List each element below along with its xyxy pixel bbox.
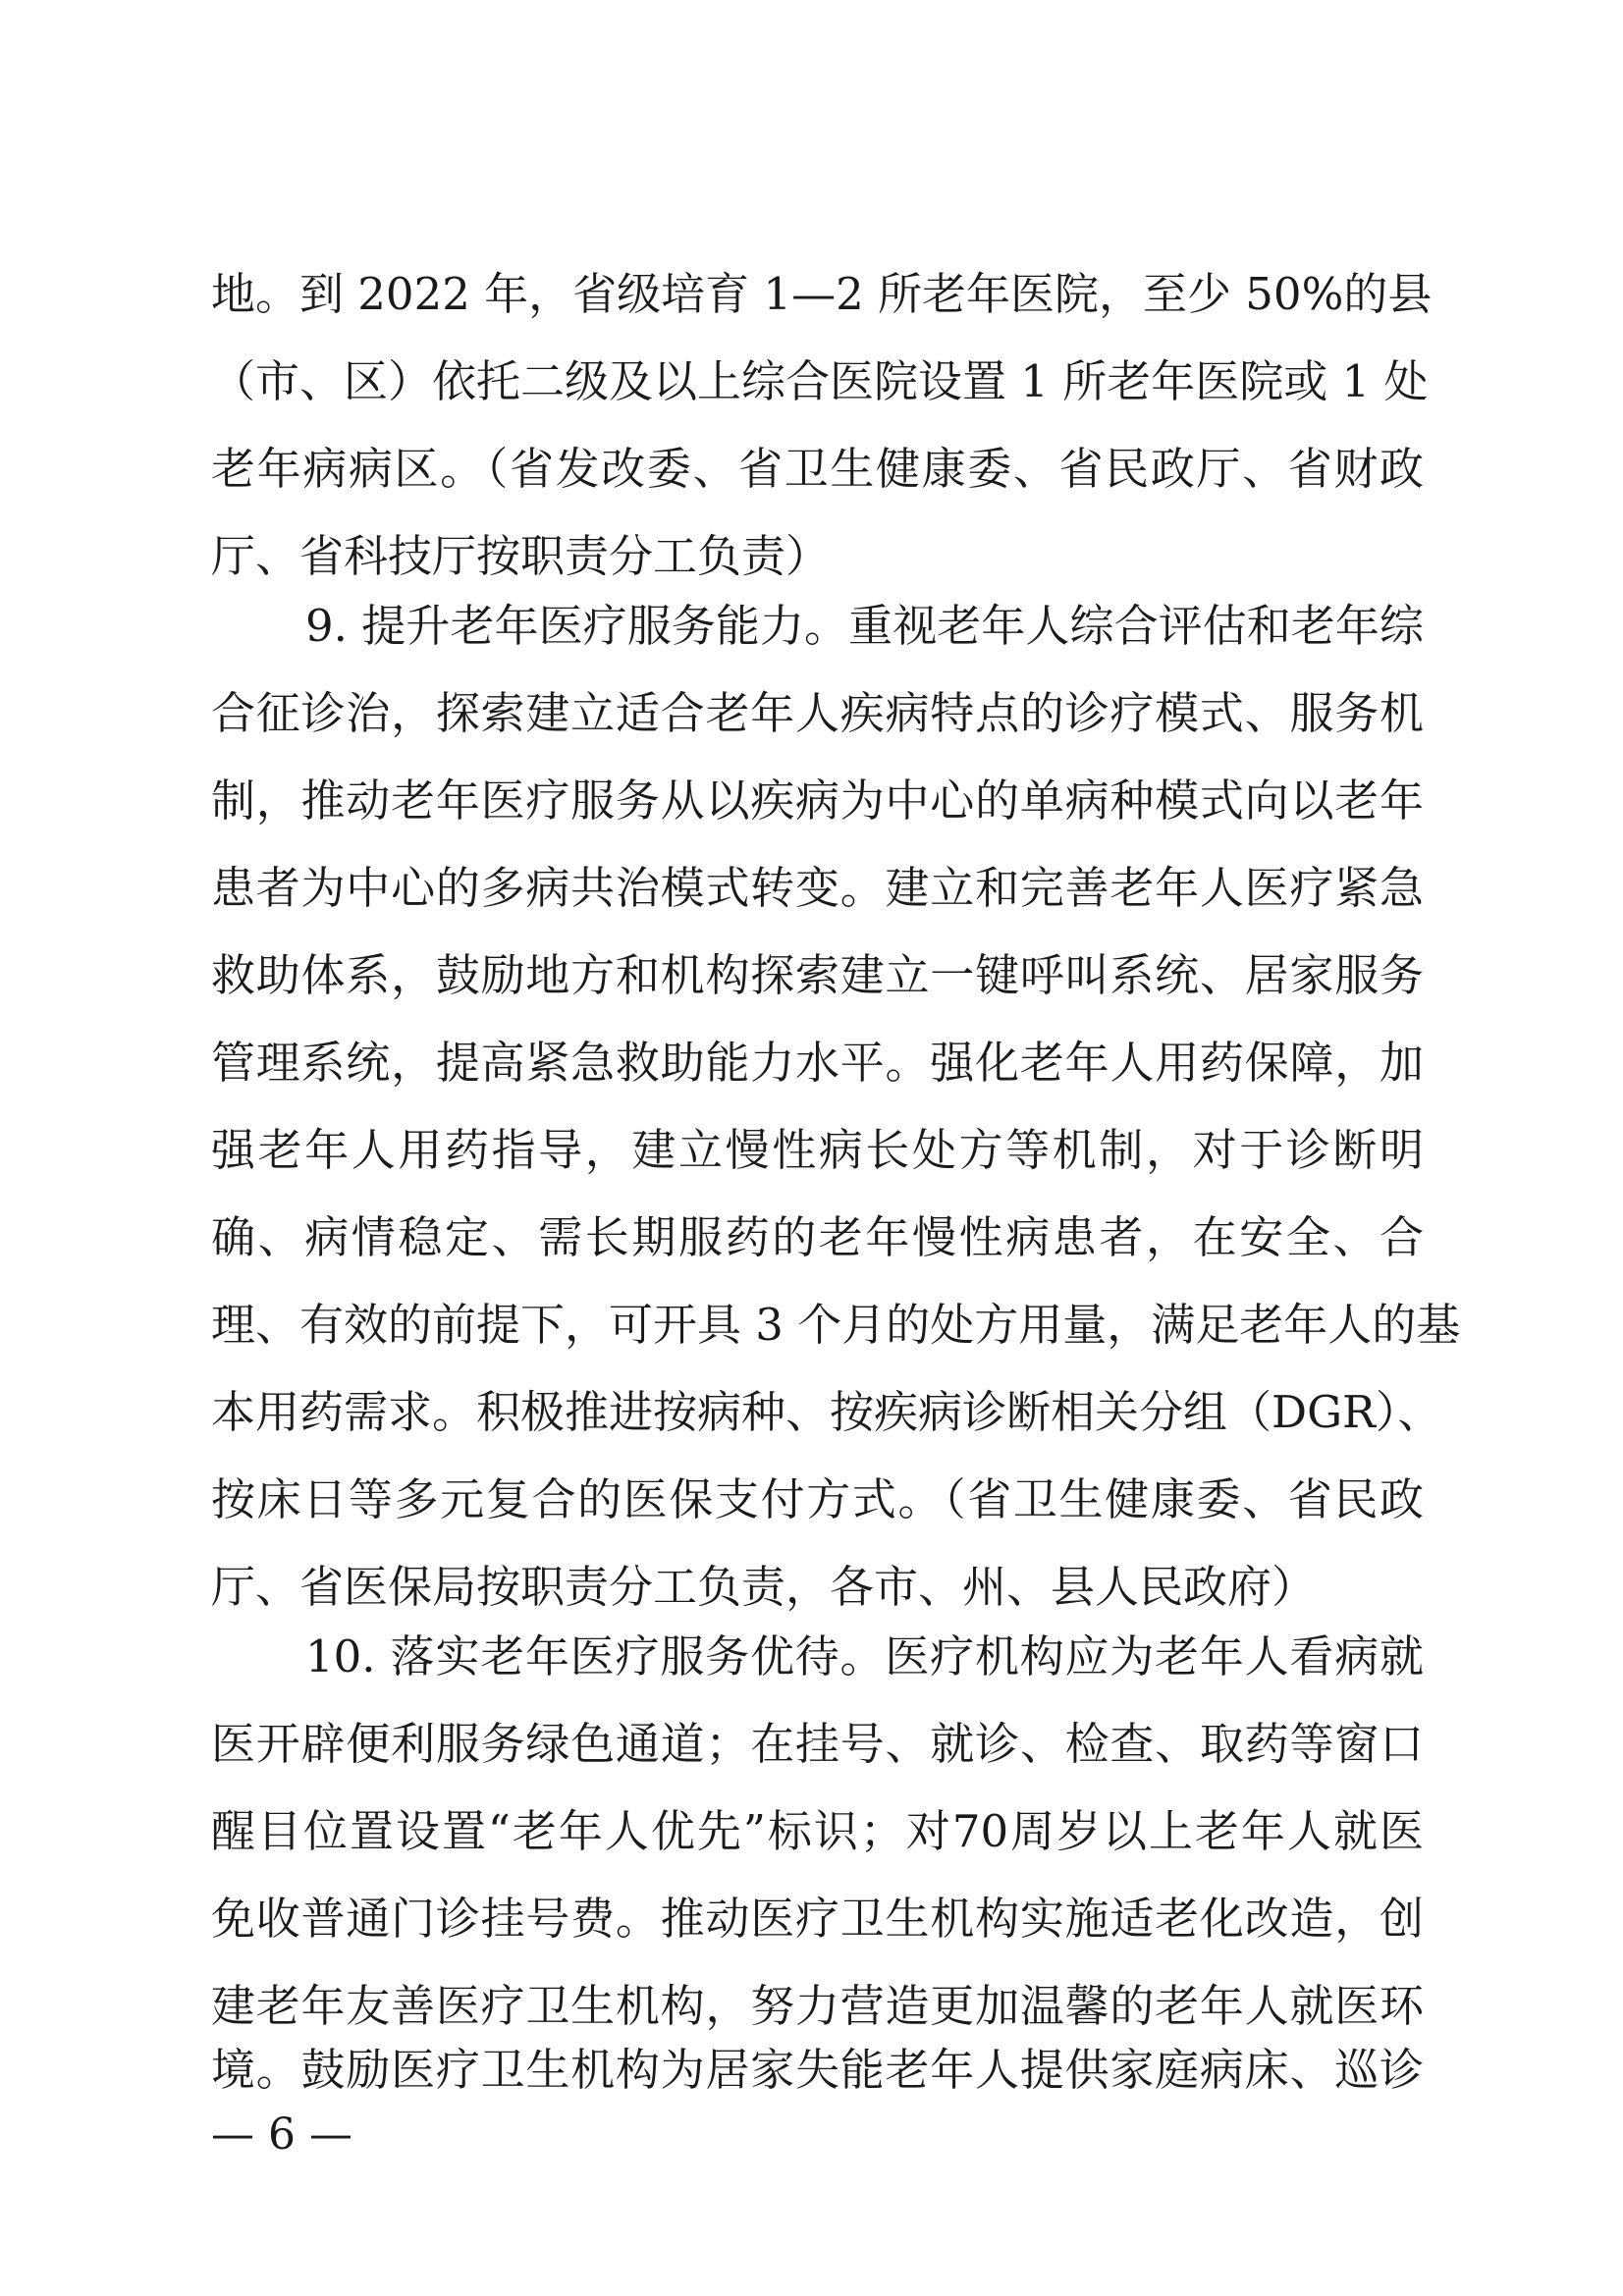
text-line-10: 管理系统，提高紧急救助能力水平。强化老年人用药保障，加: [211, 1037, 1424, 1089]
text-line-15: 按床日等多元复合的医保支付方式。（省卫生健康委、省民政: [211, 1473, 1424, 1525]
text-line-6: 合征诊治，探索建立适合老年人疾病特点的诊疗模式、服务机: [211, 687, 1424, 739]
text-line-3: 老年病病区。（省发改委、省卫生健康委、省民政厅、省财政: [211, 443, 1424, 495]
page-number: — 6 —: [211, 2109, 352, 2160]
text-line-20: 免收普通门诊挂号费。推动医疗卫生机构实施适老化改造，创: [211, 1893, 1424, 1945]
text-line-12: 确、病情稳定、需长期服药的老年慢性病患者，在安全、合: [211, 1211, 1424, 1263]
text-line-17: 10. 落实老年医疗服务优待。医疗机构应为老年人看病就: [305, 1630, 1424, 1682]
text-line-19: 醒目位置设置“老年人优先”标识；对70周岁以上老年人就医: [211, 1805, 1424, 1857]
text-line-14: 本用药需求。积极推进按病种、按疾病诊断相关分组（DGR）、: [211, 1386, 1442, 1438]
text-line-21: 建老年友善医疗卫生机构，努力营造更加温馨的老年人就医环: [211, 1980, 1424, 2032]
text-line-8: 患者为中心的多病共治模式转变。建立和完善老年人医疗紧急: [211, 862, 1424, 914]
text-line-1: 地。到 2022 年，省级培育 1—2 所老年医院，至少 50%的县: [211, 268, 1433, 320]
text-line-2: （市、区）依托二级及以上综合医院设置 1 所老年医院或 1 处: [211, 355, 1429, 407]
text-line-9: 救助体系，鼓励地方和机构探索建立一键呼叫系统、居家服务: [211, 949, 1424, 1001]
text-line-4: 厅、省科技厅按职责分工负责）: [211, 530, 831, 582]
text-line-16: 厅、省医保局按职责分工负责，各市、州、县人民政府）: [211, 1561, 1317, 1613]
text-line-7: 制，推动老年医疗服务从以疾病为中心的单病种模式向以老年: [211, 774, 1424, 827]
text-line-22: 境。鼓励医疗卫生机构为居家失能老年人提供家庭病床、巡诊: [211, 2044, 1424, 2096]
text-line-13: 理、有效的前提下，可开具 3 个月的处方用量，满足老年人的基: [211, 1299, 1461, 1351]
text-line-11: 强老年人用药指导，建立慢性病长处方等机制，对于诊断明: [211, 1124, 1424, 1176]
text-line-18: 医开辟便利服务绿色通道；在挂号、就诊、检查、取药等窗口: [211, 1718, 1424, 1770]
text-line-5: 9. 提升老年医疗服务能力。重视老年人综合评估和老年综: [305, 600, 1424, 652]
